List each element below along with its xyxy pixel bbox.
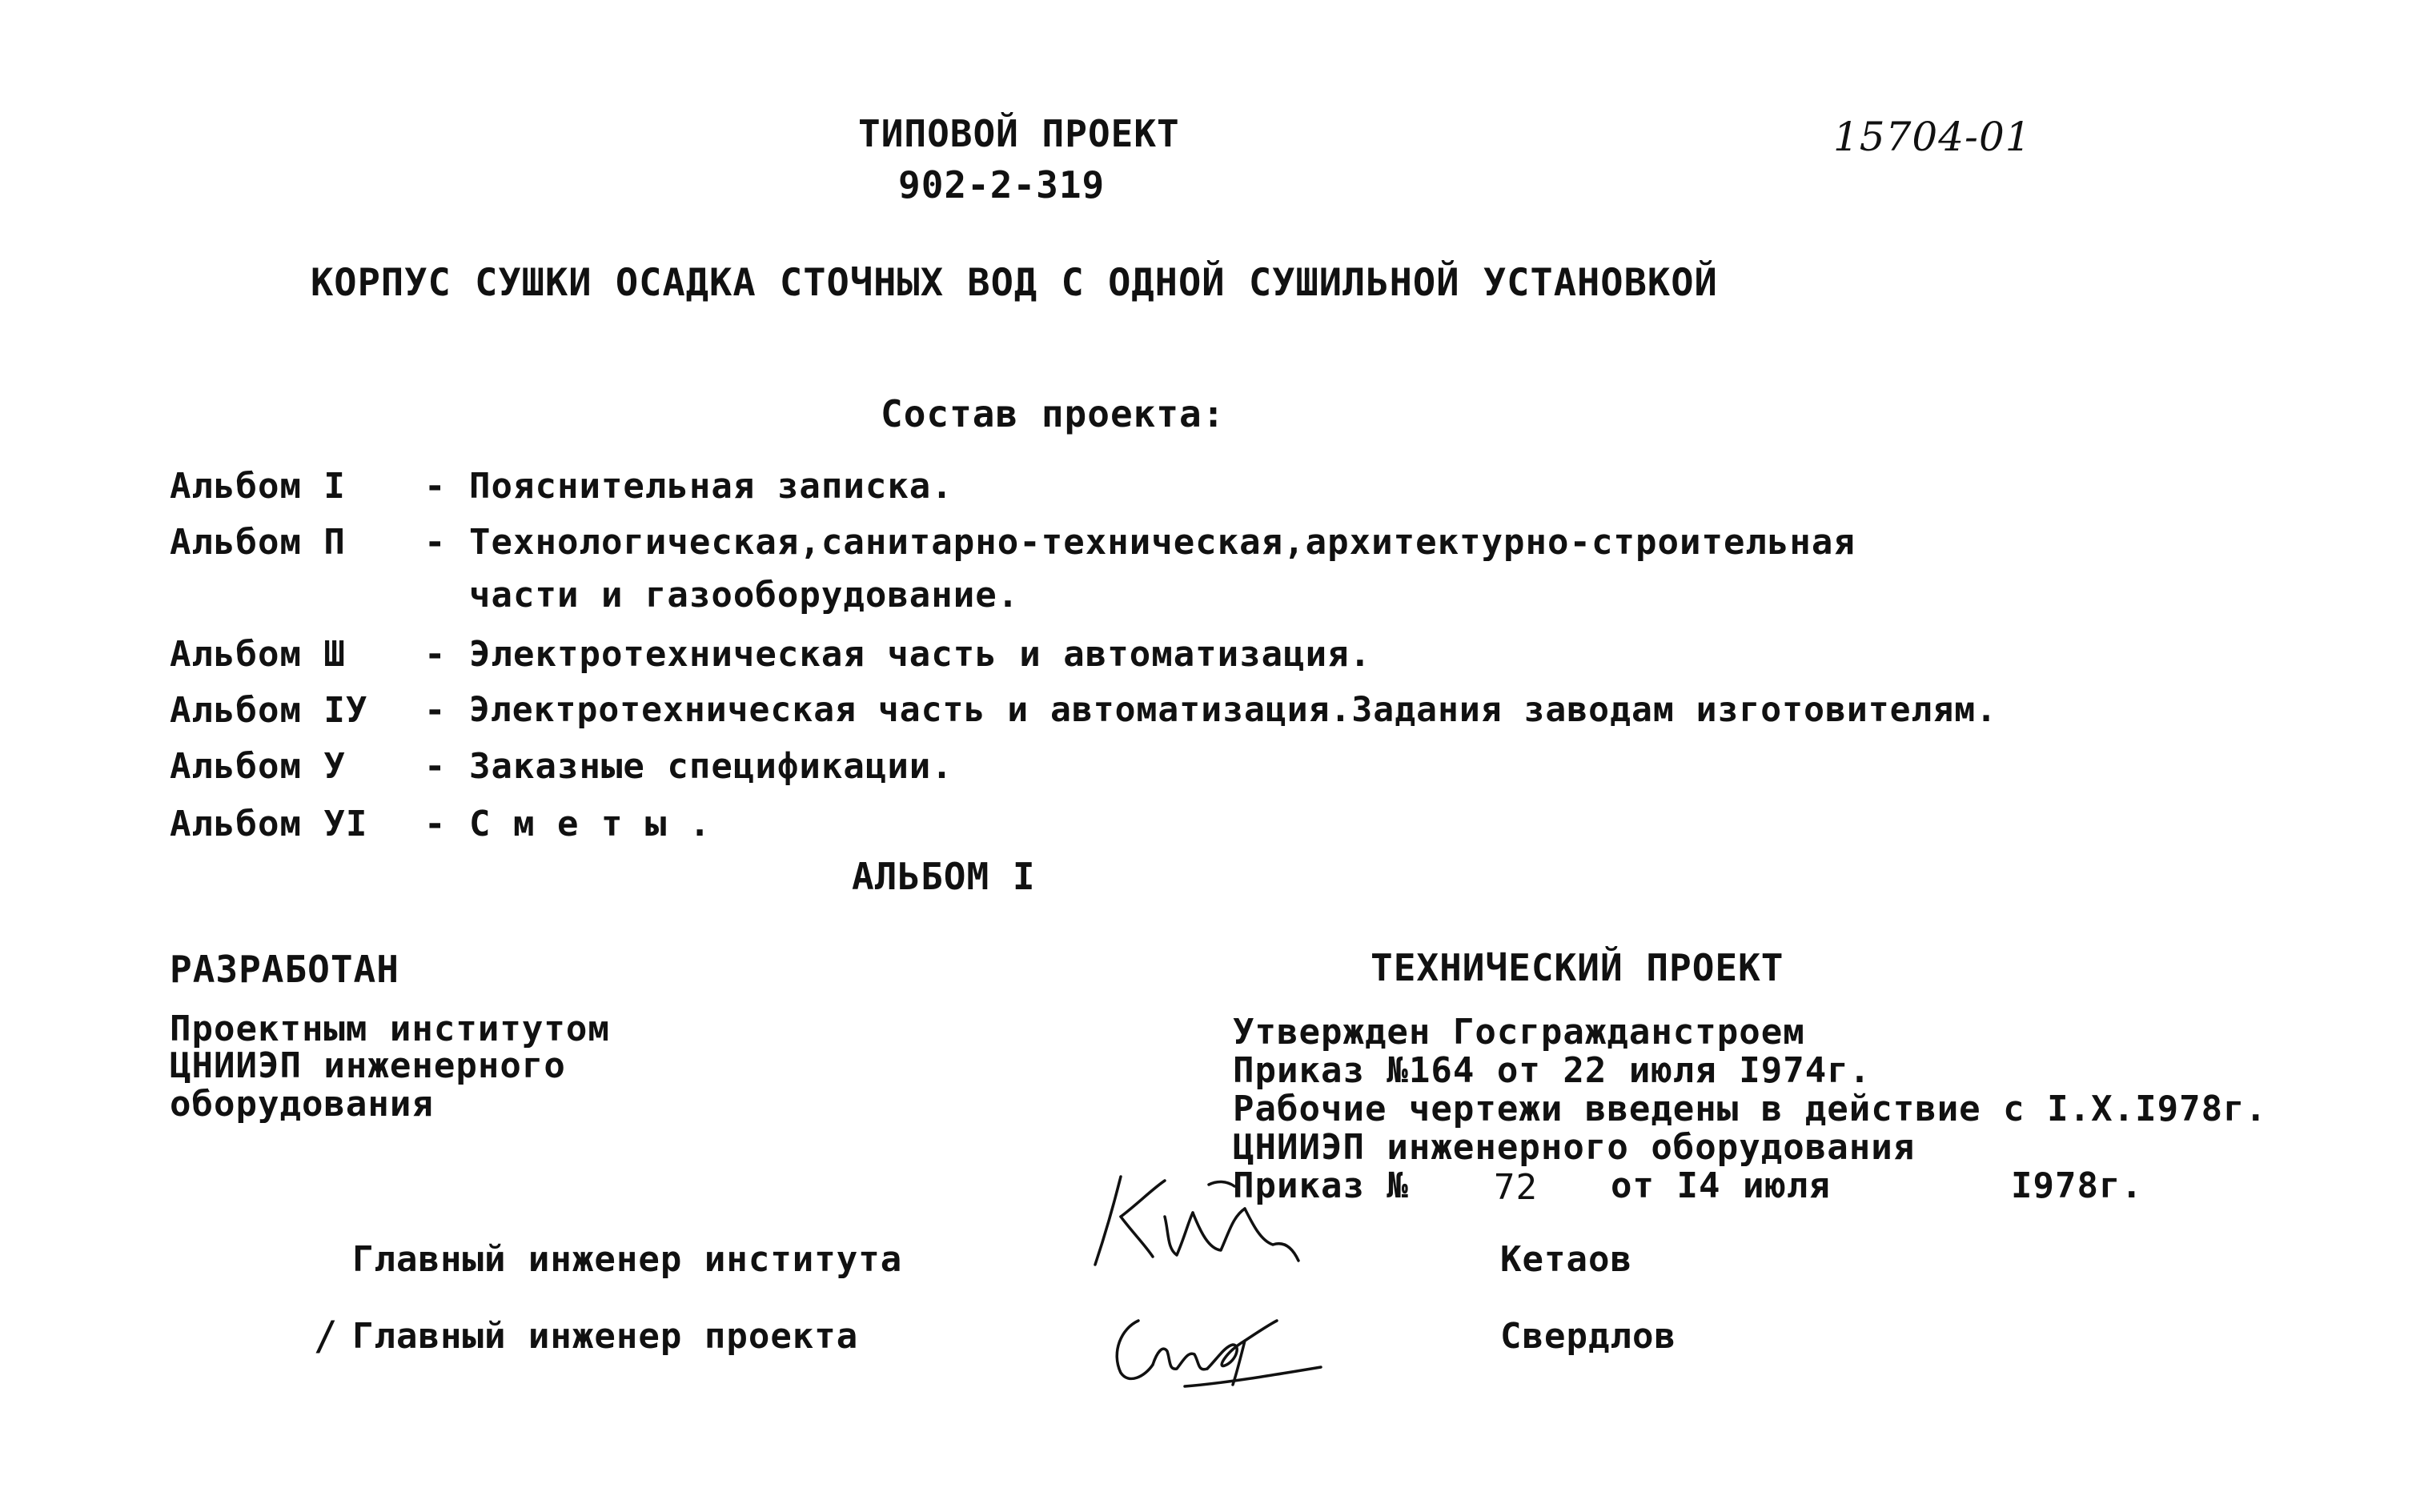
album-text: Заказные спецификации.	[469, 746, 953, 787]
album-label: Альбом IУ	[170, 690, 368, 731]
technical-line: Рабочие чертежи введены в действие с I.X.I978г.	[1233, 1089, 2268, 1129]
album-dash: -	[424, 690, 447, 731]
album-dash: -	[424, 634, 447, 675]
album-text: Пояснительная записка.	[469, 466, 953, 507]
current-album: АЛЬБОМ I	[852, 855, 1036, 898]
album-label: Альбом УI	[170, 804, 368, 844]
album-dash: -	[424, 746, 447, 787]
album-label: Альбом I	[170, 466, 346, 507]
signature-name: Свердлов	[1500, 1316, 1676, 1357]
album-text: Электротехническая часть и автоматизация.	[469, 634, 1372, 675]
handwritten-signature	[1105, 1297, 1329, 1393]
album-text: С м е т ы .	[469, 804, 712, 844]
album-dash: -	[424, 466, 447, 507]
album-label: Альбом Ш	[170, 634, 346, 675]
composition-heading: Состав проекта:	[881, 392, 1226, 435]
document-title: КОРПУС СУШКИ ОСАДКА СТОЧНЫХ ВОД С ОДНОЙ СУШИЛЬНОЙ УСТАНОВКОЙ	[311, 261, 1718, 305]
signature-role: Главный инженер института	[352, 1239, 903, 1280]
album-label: Альбом П	[170, 522, 346, 563]
order-date: от I4 июля	[1611, 1165, 1831, 1206]
handwritten-signature	[1089, 1161, 1313, 1273]
order-number: 72	[1494, 1167, 1538, 1208]
album-text: Технологическая,санитарно-техническая,архитектурно-строительная	[469, 522, 1856, 563]
signature-prefix: /	[314, 1313, 339, 1359]
technical-line: ЦНИИЭП инженерного оборудования	[1233, 1127, 1916, 1168]
album-text: Электротехническая часть и автоматизация.Задания заводам изготовителям.	[469, 690, 1998, 730]
signature-name: Кетаов	[1500, 1239, 1632, 1280]
order-year: I978г.	[2011, 1165, 2143, 1206]
technical-line: Приказ №164 от 22 июля I974г.	[1233, 1050, 1872, 1091]
album-dash: -	[424, 522, 447, 563]
technical-line: Утвержден Госгражданстроем	[1233, 1012, 1805, 1053]
archive-number: 15704-01	[1833, 114, 2032, 160]
project-type: ТИПОВОЙ ПРОЕКТ	[858, 112, 1180, 155]
album-text-continued: части и газооборудование.	[469, 575, 1020, 616]
developer-heading: РАЗРАБОТАН	[170, 948, 399, 991]
project-number: 902-2-319	[898, 163, 1106, 207]
album-dash: -	[424, 804, 447, 844]
developer-line: Проектным институтом	[170, 1009, 610, 1049]
signature-role: Главный инженер проекта	[352, 1316, 859, 1357]
developer-line: ЦНИИЭП инженерного	[170, 1045, 566, 1086]
album-label: Альбом У	[170, 746, 346, 787]
technical-heading: ТЕХНИЧЕСКИЙ ПРОЕКТ	[1371, 946, 1784, 989]
order-prefix: Приказ №	[1233, 1165, 1409, 1206]
developer-line: оборудования	[170, 1084, 434, 1125]
